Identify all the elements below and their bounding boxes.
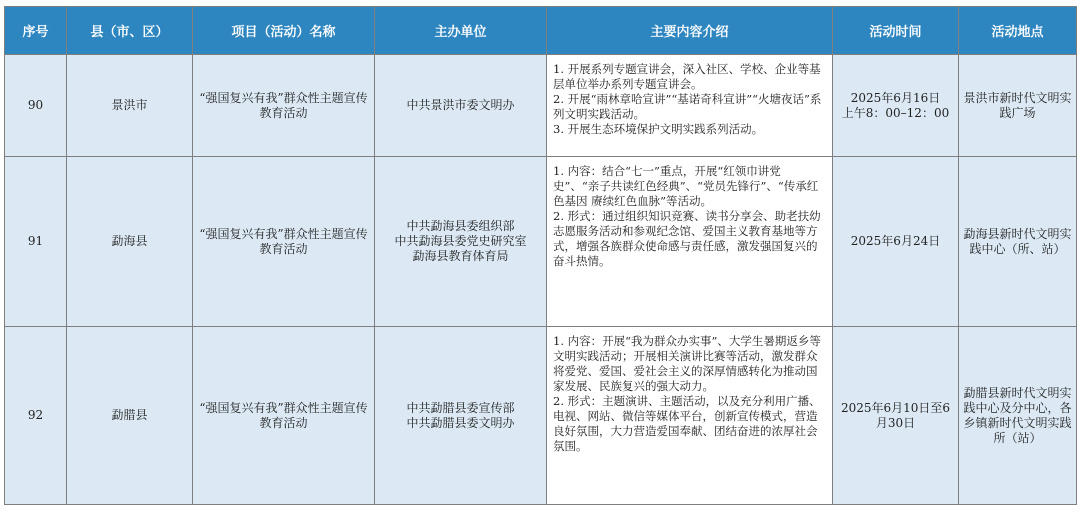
content-line: 1. 开展系列专题宣讲会，深入社区、学校、企业等基层单位举办系列专题宣讲会。 xyxy=(553,62,821,91)
header-time: 活动时间 xyxy=(833,7,959,55)
table-row xyxy=(5,327,1077,505)
cell-place: 景洪市新时代文明实践广场 xyxy=(959,55,1077,157)
cell-organizer xyxy=(375,157,547,327)
cell-content xyxy=(547,55,833,157)
time-line: 2025年6月10日至6月30日 xyxy=(840,400,951,430)
cell-place: 勐海县新时代文明实践中心（所、站） xyxy=(959,157,1077,327)
time-line: 2025年6月24日 xyxy=(850,234,941,248)
time-line: 上午8：00–12：00 xyxy=(841,105,950,120)
time-line: 2025年6月16日 xyxy=(850,90,941,105)
content-line: 1. 内容：结合“七一”重点，开展“红领巾讲党史”、“亲子共读红色经典”、“党员先锋行”、“传承红色基因 赓续红色血脉”等活动。 xyxy=(553,164,819,208)
cell-project: “强国复兴有我”群众性主题宣传教育活动 xyxy=(193,327,375,505)
cell-time xyxy=(833,55,959,157)
cell-county: 勐海县 xyxy=(67,157,193,327)
cell-county: 勐腊县 xyxy=(67,327,193,505)
organizer-line: 勐海县教育体育局 xyxy=(412,249,509,263)
cell-place: 勐腊县新时代文明实践中心及分中心，各乡镇新时代文明实践所（站） xyxy=(959,327,1077,505)
cell-no: 90 xyxy=(5,55,67,157)
organizer-line: 中共勐腊县委文明办 xyxy=(406,415,515,430)
cell-county: 景洪市 xyxy=(67,55,193,157)
content-line: 2. 形式：通过组织知识竞赛、读书分享会、助老扶幼志愿服务活动和参观纪念馆、爱国主义教育基地等方式，增强各族群众使命感与责任感，激发强国复兴的奋斗热情。 xyxy=(553,209,821,268)
header-place: 活动地点 xyxy=(959,7,1077,55)
header-organizer: 主办单位 xyxy=(375,7,547,55)
header-county: 县（市、区） xyxy=(67,7,193,55)
activity-table-container xyxy=(4,6,1076,505)
content-line: 2. 开展“雨林章哈宣讲”“基诺奇科宣讲”“火塘夜话”系列文明实践活动。 xyxy=(553,92,822,121)
cell-time xyxy=(833,327,959,505)
content-line: 2. 形式：主题演讲、主题活动，以及充分利用广播、电视、网站、微信等媒体平台，创新宣传模式，营造良好氛围，大力营造爱国奉献、团结奋进的浓厚社会氛围。 xyxy=(553,394,821,453)
table-row xyxy=(5,157,1077,327)
content-line: 1. 内容：开展“我为群众办实事”、大学生暑期返乡等文明实践活动；开展相关演讲比赛等活动，激发群众将爱党、爱国、爱社会主义的深厚情感转化为推动国家发展、民族复兴的强大动力。 xyxy=(553,334,821,393)
cell-project: “强国复兴有我”群众性主题宣传教育活动 xyxy=(193,157,375,327)
cell-project: “强国复兴有我”群众性主题宣传教育活动 xyxy=(193,55,375,157)
organizer-line: 中共勐海县委党史研究室 xyxy=(394,234,527,248)
content-line: 3. 开展生态环境保护文明实践系列活动。 xyxy=(553,122,764,136)
header-content: 主要内容介绍 xyxy=(547,7,833,55)
table-header-row xyxy=(5,7,1077,55)
activity-table xyxy=(4,6,1077,505)
organizer-line: 中共勐腊县委宣传部 xyxy=(406,400,515,415)
header-project: 项目（活动）名称 xyxy=(193,7,375,55)
cell-no: 92 xyxy=(5,327,67,505)
cell-organizer xyxy=(375,327,547,505)
header-no: 序号 xyxy=(5,7,67,55)
table-row xyxy=(5,55,1077,157)
cell-time xyxy=(833,157,959,327)
cell-content xyxy=(547,327,833,505)
cell-no: 91 xyxy=(5,157,67,327)
organizer-line: 中共勐海县委组织部 xyxy=(406,219,515,233)
cell-organizer xyxy=(375,55,547,157)
cell-content xyxy=(547,157,833,327)
organizer-line: 中共景洪市委文明办 xyxy=(406,98,515,112)
